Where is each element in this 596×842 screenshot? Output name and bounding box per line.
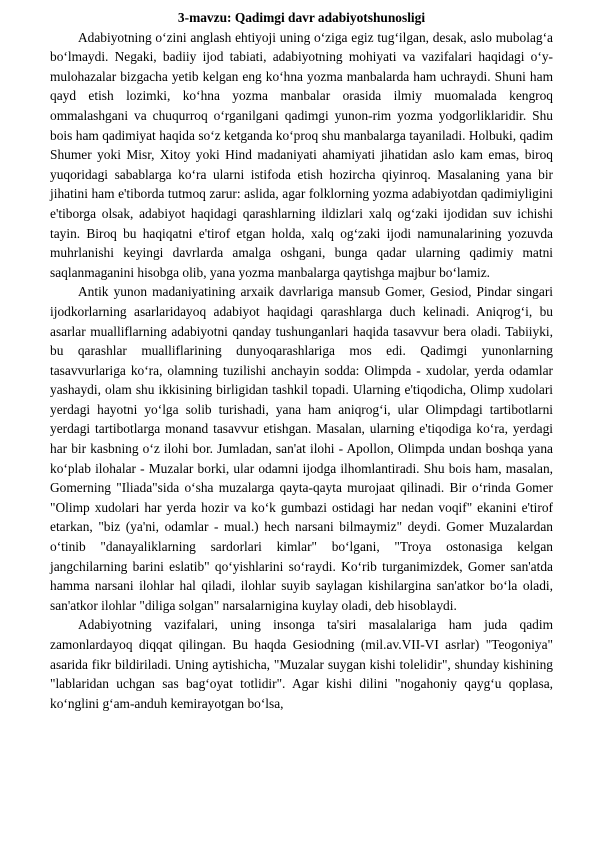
paragraph-2: Antik yunon madaniyatining arxaik davrlariga mansub Gomer, Gesiod, Pindar singari ijodkorlarning asarlaridayoq adabiyot haqidagi qarashlarga duch kelinadi. Aniqrog‘i, bu asarlar mualliflarning adabiyotni qanday tushunganlari haqida tasavvur bera oladi. Tabiiyki, bu qarashlar mualliflarining dunyoqarashlariga mos edi. Qadimgi yunonlarning tasavvurlariga ko‘ra, olamning tuzilishi anchayin sodda: Olimpda - xudolar, yerda odamlar yashaydi, olam shu ikkisining birligidan tashkil topadi. Ularning e'tiqodicha, Olimp xudolari yerdagi hayotni yo‘lga solib turishadi, yana ham aniqrog‘i, ular Olimpdagi tartibotlarni yerdagi tartibotlarga monand tasavvur etishgan. Masalan, ularning e'tiqodiga ko‘ra, yerdagi har bir kasbning o‘z ilohi bor. Jumladan, san'at ilohi - Apollon, Olimpda undan boshqa yana ko‘plab ilohalar - Muzalar borki, ular odamni ijodga ilhomlantiradi. Shu bois ham, masalan, Gomerning "Iliada"sida o‘sha muzalarga qayta-qayta murojaat qilinadi. Bir o‘rinda Gomer "Olimp xudolari har yerda hozir va ko‘k gumbazi ostidagi har nedan voqif" ekanini e'tirof etarkan, "biz (ya'ni, odamlar - mual.) hech narsani bilmaymiz" deydi. Gomer Muzalardan o‘tinib "danayaliklarning sardorlari kimlar" bo‘lgani, "Troya ostonasiga kelgan jangchilarning barini eslatib" qo‘yishlarini so‘raydi. Ko‘rib turganimizdek, Gomer san'atda hamma narsani ilohlar hal qiladi, ilohlar suyib saylagan kishilargina san'atkor bo‘la oladi, san'atkor ilohlar "diliga solgan" narsalarnigina kuylay oladi, deb hisoblaydi. <box>50 284 553 613</box>
title-text: 3-mavzu: Qadimgi davr adabiyotshunosligi <box>177 10 426 25</box>
document-page <box>50 8 553 713</box>
document-title <box>50 8 553 28</box>
paragraph-3: Adabiyotning vazifalari, uning insonga ta'siri masalalariga ham juda qadim zamonlardayoq diqqat qilingan. Bu haqda Gesiodning (mil.av.VII-VI asrlar) "Teogoniya" asarida fikr bildiriladi. Uning aytishicha, "Muzalar suygan kishi tolelidir", shunday kishining "lablaridan uchgan sas bag‘oyat totlidir". Agar kishi dilini "nogahoniy qayg‘u qoplasa, ko‘nglini g‘am-anduh kemirayotgan bo‘lsa, <box>50 617 553 711</box>
paragraph-1: Adabiyotning o‘zini anglash ehtiyoji uning o‘ziga egiz tug‘ilgan, desak, aslo mubolag‘a bo‘lmaydi. Negaki, badiiy ijod tabiati, adabiyotning mohiyati va vazifalari haqidagi o‘y-mulohazalar bizgacha yetib kelgan eng ko‘hna yozma manbalarda ham uchraydi. Shuni ham qayd etish lozimki, ko‘hna yozma manbalar orasida ilmiy muomalada kengroq ommalashgani va chuqurroq o‘rganilgani qadimgi yunon-rim yozma yodgorliklaridir. Shu bois ham qadimiyat haqida so‘z ketganda ko‘proq shu manbalarga tayaniladi. Holbuki, qadim Shumer yoki Misr, Xitoy yoki Hind madaniyati ahamiyati jihatidan aslo kam emas, biroq yuqoridagi sabablarga ko‘ra ularni istifoda etish hozircha qiyinroq. Masalaning yana bir jihatini ham e'tiborda tutmoq zarur: aslida, agar folklorning yozma adabiyotdan qadimiyligini e'tiborga olsak, adabiyot haqidagi qarashlarning ildizlari xalq og‘zaki ijodidan suv ichishi tayin. Biroq bu haqiqatni e'tirof etgan holda, xalq og‘zaki ijodi namunalarining yozuvda muhrlanishi keyingi davrlarda amalga oshgani, bunga qadar ularning qadimiy matni saqlanmaganini hisobga olib, yana yozma manbalarga qaytishga majbur bo‘lamiz. <box>50 29 553 280</box>
